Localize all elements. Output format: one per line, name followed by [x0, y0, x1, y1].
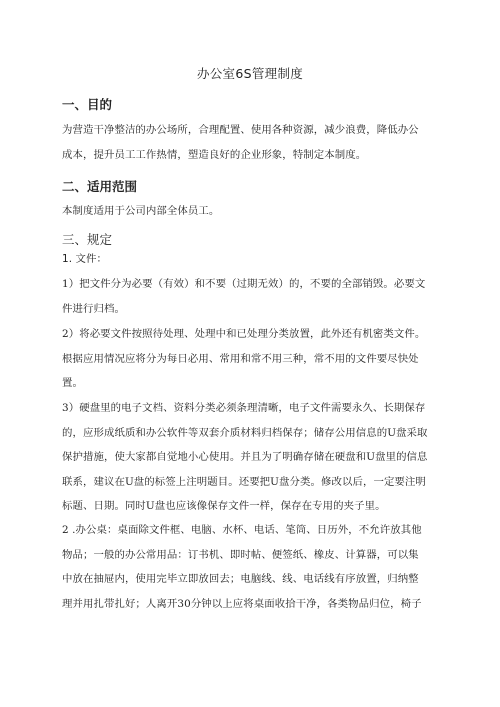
section-heading-rules: 三、规定 — [62, 232, 113, 247]
paragraph-line: 标题、日期。同时U盘也应该像保存文件一样，保存在专用的夹子里。 — [62, 500, 386, 513]
paragraph-line: 联系，建议在U盘的标签上注明题目。还要把U盘分类。修改以后，一定要注明 — [62, 475, 426, 488]
paragraph-line: 成本，提升员工工作热情，塑造良好的企业形象，特制定本制度。 — [62, 148, 367, 161]
paragraph-line: 中放在抽屉内，使用完毕立即放回去；电脑线、线、电话线有序放置，归纳整 — [62, 573, 419, 586]
section-heading-scope: 二、适用范围 — [62, 179, 138, 194]
rule-item-files-title — [62, 247, 452, 272]
paragraph-line: 的，应形成纸质和办公软件等双套介质材料归档保存；储存公用信息的U盘采取 — [62, 426, 428, 439]
paragraph-line: 保护措施，使大家都自觉地小心使用。并且为了明确存储在硬盘和U盘里的信息 — [62, 451, 428, 464]
purpose-paragraph — [62, 118, 452, 167]
paragraph-line: 2）将必要文件按照待处理、处理中和已处理分类放置，此外还有机密类文件。 — [62, 328, 426, 340]
paragraph-line: 1. 文件： — [62, 253, 107, 265]
paragraph-line: 1）把文件分为必要（有效）和不要（过期无效）的，不要的全部销毁。必要文 — [62, 278, 426, 290]
document-title: 办公室6S管理制度 — [196, 66, 304, 81]
paragraph-line: 本制度适用于公司内部全体员工。 — [62, 205, 220, 217]
section-heading-purpose: 一、目的 — [62, 97, 113, 112]
paragraph-line: 3）硬盘里的电子文档、资料分类必须条理清晰，电子文件需要永久、长期保存 — [62, 402, 426, 414]
scope-paragraph — [62, 199, 452, 224]
paragraph-line: 根据应用情况应将分为每日必用、常用和常不用三种，常不用的文件要尽快处 — [62, 352, 419, 365]
paragraph-line: 2 .办公桌：桌面除文件框、电脑、水杯、电话、笔筒、日历外，不允许放其他 — [62, 524, 422, 536]
rule-files-item-2 — [62, 322, 452, 396]
paragraph-line: 置。 — [62, 377, 83, 390]
paragraph-line: 为营造干净整洁的办公场所，合理配置、使用各种资源，减少浪费，降低办公 — [62, 124, 419, 136]
paragraph-line: 物品；一般的办公常用品：订书机、即时帖、便签纸、橡皮、计算器，可以集 — [62, 548, 419, 561]
paragraph-line: 件进行归档。 — [62, 302, 125, 315]
rule-files-item-3 — [62, 396, 452, 519]
rule-files-item-1 — [62, 272, 452, 321]
paragraph-line: 理并用扎带扎好；人离开30分钟以上应将桌面收拾干净，各类物品归位，椅子 — [62, 597, 422, 610]
rule-item-desk — [62, 518, 452, 616]
